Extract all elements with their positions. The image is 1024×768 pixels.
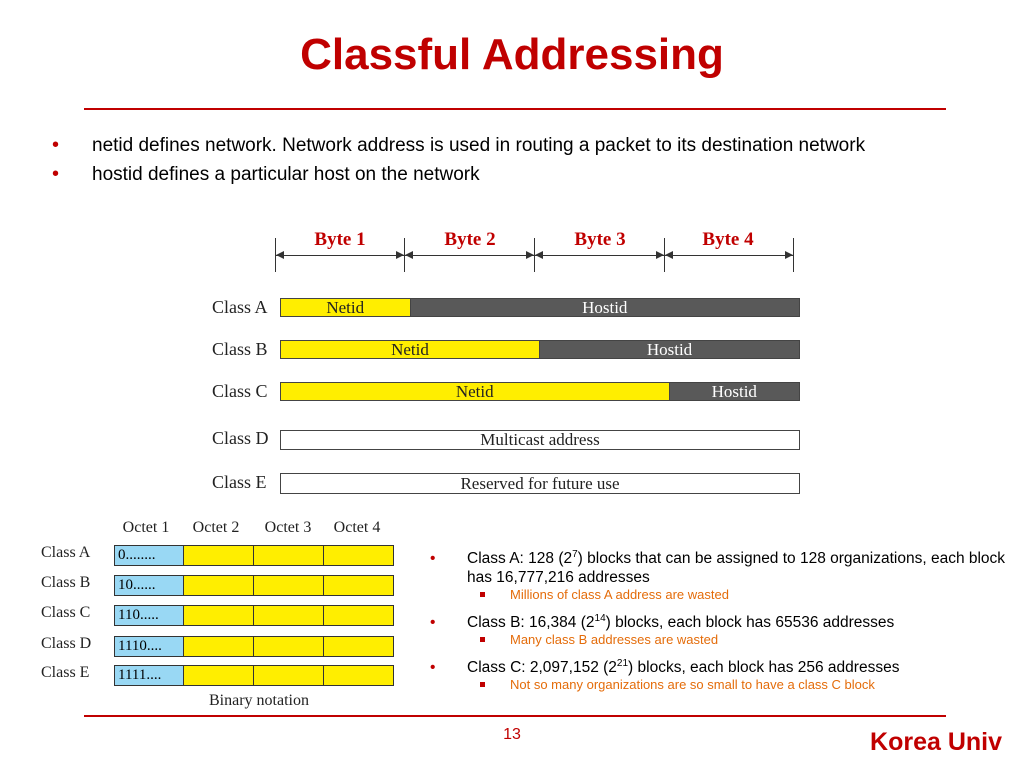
binary-row-class-c — [114, 605, 394, 626]
class-label: Class D — [212, 428, 269, 448]
octet-cell — [324, 605, 394, 626]
class-c-bar — [280, 382, 800, 401]
dimension-line — [276, 255, 404, 256]
hostid-segment: Hostid — [670, 383, 800, 400]
square-bullet-icon — [480, 637, 485, 642]
dimension-line — [535, 255, 664, 256]
octet-header: Octet 3 — [264, 519, 312, 536]
byte-header: Byte 3 — [574, 229, 626, 250]
octet-cell — [184, 605, 254, 626]
dimension-line — [665, 255, 793, 256]
octet-cell — [184, 545, 254, 566]
arrow-left-icon — [405, 251, 413, 259]
multicast-segment: Multicast address — [281, 431, 799, 449]
binary-class-label: Class D — [41, 635, 92, 652]
top-bullet-list — [52, 131, 992, 189]
class-fact-note — [480, 677, 1010, 692]
byte-header: Byte 2 — [444, 229, 496, 250]
octet-cell — [254, 636, 324, 657]
octet-cell — [184, 665, 254, 686]
bullet-dot-icon: • — [52, 134, 60, 156]
class-fact-note — [480, 632, 1010, 647]
first-octet-cell: 10...... — [114, 575, 184, 596]
octet-cell — [324, 665, 394, 686]
octet-cell — [254, 545, 324, 566]
dimension-tick — [793, 238, 794, 272]
bullet-dot-icon: • — [430, 550, 436, 568]
first-octet-cell: 1110.... — [114, 636, 184, 657]
arrow-left-icon — [535, 251, 543, 259]
square-bullet-icon — [480, 682, 485, 687]
binary-row-class-a — [114, 545, 394, 566]
arrow-right-icon — [785, 251, 793, 259]
octet-cell — [184, 575, 254, 596]
class-label: Class C — [212, 381, 268, 401]
note-text: Millions of class A address are wasted — [510, 587, 729, 602]
octet-cell — [254, 575, 324, 596]
reserved-segment: Reserved for future use — [281, 474, 799, 493]
octet-cell — [184, 636, 254, 657]
byte-header: Byte 1 — [314, 229, 366, 250]
octet-header: Octet 4 — [333, 519, 381, 536]
dimension-line — [405, 255, 534, 256]
hostid-segment: Hostid — [411, 299, 800, 316]
octet-cell — [324, 545, 394, 566]
netid-segment: Netid — [281, 383, 670, 400]
title-divider — [84, 108, 946, 110]
netid-segment: Netid — [281, 299, 411, 316]
class-fact-text: Class C: 2,097,152 $(2^{21})$ blocks, each block has 256 addresses — [467, 658, 900, 677]
first-octet-cell: 110..... — [114, 605, 184, 626]
note-text: Not so many organizations are so small to have a class C block — [510, 677, 875, 692]
class-a-bar — [280, 298, 800, 317]
arrow-left-icon — [665, 251, 673, 259]
class-d-bar — [280, 430, 800, 450]
class-b-bar — [280, 340, 800, 359]
bullet-item — [52, 131, 992, 160]
square-bullet-icon — [480, 592, 485, 597]
binary-class-label: Class B — [41, 574, 91, 591]
bullet-item — [52, 160, 992, 189]
first-octet-cell: 1111.... — [114, 665, 184, 686]
bullet-dot-icon: • — [430, 659, 436, 677]
byte-header: Byte 4 — [702, 229, 754, 250]
class-fact-item — [430, 545, 1010, 587]
bullet-dot-icon: • — [52, 163, 60, 185]
bullet-text: hostid defines a particular host on the network — [92, 164, 480, 185]
octet-header: Octet 1 — [122, 519, 170, 536]
binary-notation-caption: Binary notation — [209, 692, 309, 709]
netid-segment: Netid — [281, 341, 540, 358]
octet-header: Octet 2 — [192, 519, 240, 536]
hostid-segment: Hostid — [540, 341, 799, 358]
binary-row-class-b — [114, 575, 394, 596]
footer-divider — [84, 715, 946, 717]
octet-cell — [254, 665, 324, 686]
arrow-right-icon — [656, 251, 664, 259]
arrow-right-icon — [526, 251, 534, 259]
binary-row-class-e — [114, 665, 394, 686]
first-octet-cell: 0........ — [114, 545, 184, 566]
footer-brand: Korea Univ — [870, 728, 1002, 756]
octet-cell — [324, 575, 394, 596]
class-fact-item — [430, 654, 1010, 677]
bullet-text: netid defines network. Network address is used in routing a packet to its destination network — [92, 135, 866, 156]
note-text: Many class B addresses are wasted — [510, 632, 719, 647]
arrow-right-icon — [396, 251, 404, 259]
octet-cell — [324, 636, 394, 657]
class-fact-note — [480, 587, 1010, 602]
slide-title: Classful Addressing — [300, 30, 724, 79]
arrow-left-icon — [276, 251, 284, 259]
class-e-bar — [280, 473, 800, 494]
binary-class-label: Class C — [41, 604, 91, 621]
class-fact-text: Class B: 16,384 $(2^{14})$ blocks, each block has 65536 addresses — [467, 613, 895, 632]
binary-class-label: Class E — [41, 664, 90, 681]
binary-class-label: Class A — [41, 544, 91, 561]
bullet-dot-icon: • — [430, 614, 436, 632]
class-label: Class E — [212, 472, 267, 492]
class-label: Class B — [212, 339, 268, 359]
binary-row-class-d — [114, 636, 394, 657]
class-label: Class A — [212, 297, 268, 317]
class-fact-item — [430, 609, 1010, 632]
class-fact-text: Class A: 128 $(2^7)$ blocks that can be assigned to 128 organizations, each block has 16,777,216 addresses — [467, 549, 1006, 587]
page-number: 13 — [503, 726, 521, 743]
octet-cell — [254, 605, 324, 626]
